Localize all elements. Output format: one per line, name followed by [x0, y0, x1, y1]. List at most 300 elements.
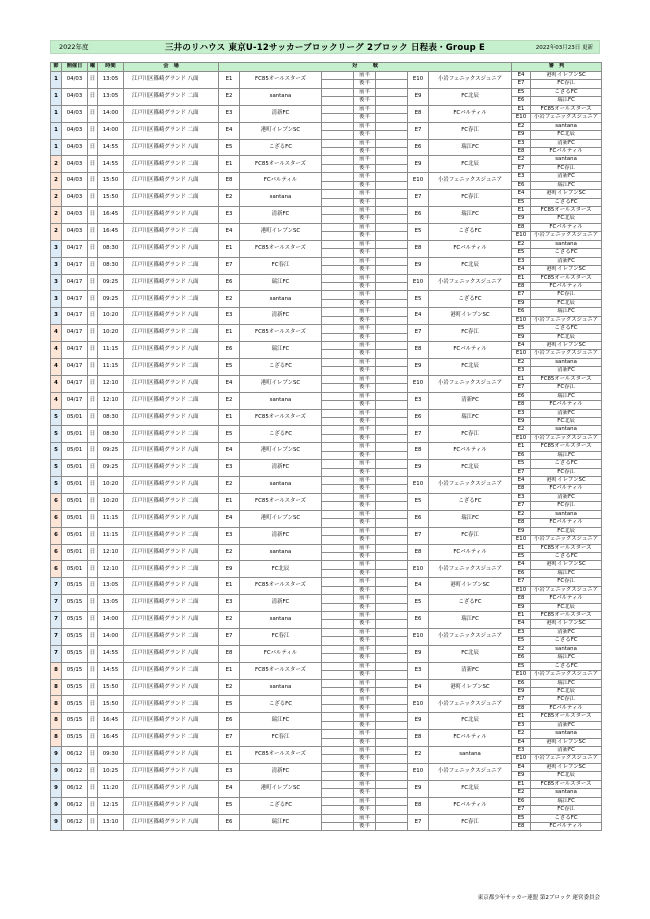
home-team-no: E4	[219, 510, 240, 527]
half-label-second: 後半	[354, 654, 376, 662]
match-day: 日	[88, 257, 98, 274]
half-label-second: 後半	[354, 114, 376, 122]
home-score-second-half	[322, 772, 354, 780]
home-score-second-half	[322, 114, 354, 122]
referee-1-no: E4	[512, 477, 531, 485]
half-label-second: 後半	[354, 198, 376, 206]
match-date: 04/17	[62, 375, 88, 392]
referee-2: 小岩フェニックスジュニア	[531, 434, 602, 442]
referee-2: FC春江	[531, 384, 602, 392]
section-number: 7	[51, 645, 62, 662]
home-score-first-half	[322, 342, 354, 350]
col-venue: 会 場	[124, 63, 219, 72]
referee-1: FC85オールスターズ	[531, 544, 602, 552]
match-date: 04/17	[62, 257, 88, 274]
section-number: 3	[51, 274, 62, 291]
away-score-second-half	[376, 536, 408, 544]
half-label-first: 前半	[354, 443, 376, 451]
away-team: santana	[429, 747, 512, 764]
section-number: 8	[51, 662, 62, 679]
table-row	[51, 443, 602, 451]
section-number: 9	[51, 797, 62, 814]
away-score-first-half	[376, 156, 408, 164]
half-label-first: 前半	[354, 308, 376, 316]
section-number: 6	[51, 527, 62, 544]
referee-2-no: E6	[512, 181, 531, 189]
match-date: 05/01	[62, 561, 88, 578]
away-team-no: E10	[408, 477, 429, 494]
referee-2: 港町イレブンSC	[531, 266, 602, 274]
section-number: 7	[51, 595, 62, 612]
home-team-no: E7	[219, 257, 240, 274]
away-score-second-half	[376, 569, 408, 577]
half-label-first: 前半	[354, 814, 376, 822]
match-time: 09:30	[98, 747, 124, 764]
away-team-no: E10	[408, 375, 429, 392]
table-row	[51, 645, 602, 653]
match-date: 04/03	[62, 190, 88, 207]
half-label-first: 前半	[354, 561, 376, 569]
referee-1-no: E3	[512, 493, 531, 501]
home-team-no: E2	[219, 477, 240, 494]
match-time: 11:15	[98, 358, 124, 375]
half-label-second: 後半	[354, 367, 376, 375]
home-score-second-half	[322, 299, 354, 307]
referee-2-no: E8	[512, 485, 531, 493]
home-score-second-half	[322, 519, 354, 527]
referee-2-no: E10	[512, 755, 531, 763]
referee-1: 清新FC	[531, 628, 602, 636]
referee-1: 清新FC	[531, 257, 602, 265]
home-score-second-half	[322, 215, 354, 223]
half-label-second: 後半	[354, 350, 376, 358]
away-team: 小岩フェニックスジュニア	[429, 173, 512, 190]
match-day: 日	[88, 595, 98, 612]
match-venue: 江戸川区篠崎グランド 八面	[124, 274, 219, 291]
referee-1-no: E6	[512, 679, 531, 687]
referee-2: 小岩フェニックスジュニア	[531, 671, 602, 679]
referee-1: 清新FC	[531, 747, 602, 755]
away-score-second-half	[376, 97, 408, 105]
referee-2-no: E6	[512, 451, 531, 459]
away-team: 小岩フェニックスジュニア	[429, 375, 512, 392]
home-score-second-half	[322, 282, 354, 290]
match-day: 日	[88, 122, 98, 139]
referee-1: FC85オールスターズ	[531, 713, 602, 721]
referee-1-no: E3	[512, 747, 531, 755]
section-number: 6	[51, 561, 62, 578]
half-label-first: 前半	[354, 342, 376, 350]
home-team: santana	[240, 88, 322, 105]
section-number: 1	[51, 122, 62, 139]
match-date: 05/01	[62, 527, 88, 544]
home-team: 瑞江FC	[240, 342, 322, 359]
match-day: 日	[88, 763, 98, 780]
home-score-first-half	[322, 156, 354, 164]
match-day: 日	[88, 730, 98, 747]
away-score-second-half	[376, 384, 408, 392]
match-day: 日	[88, 628, 98, 645]
match-day: 日	[88, 139, 98, 156]
away-team-no: E10	[408, 628, 429, 645]
match-time: 14:55	[98, 139, 124, 156]
away-team-no: E5	[408, 223, 429, 240]
away-score-first-half	[376, 342, 408, 350]
col-date: 開催日	[62, 63, 88, 72]
home-score-first-half	[322, 544, 354, 552]
away-team-no: E8	[408, 544, 429, 561]
referee-2: FC北辰	[531, 299, 602, 307]
home-score-second-half	[322, 181, 354, 189]
away-team-no: E7	[408, 190, 429, 207]
home-team: FC春江	[240, 257, 322, 274]
table-row	[51, 358, 602, 366]
referee-1: FCバルティル	[531, 223, 602, 231]
referee-2-no: E8	[512, 147, 531, 155]
away-score-second-half	[376, 417, 408, 425]
referee-2-no: E9	[512, 687, 531, 695]
referee-2: こざるFC	[531, 552, 602, 560]
match-date: 04/03	[62, 122, 88, 139]
home-score-first-half	[322, 122, 354, 130]
away-score-second-half	[376, 721, 408, 729]
match-day: 日	[88, 409, 98, 426]
half-label-first: 前半	[354, 325, 376, 333]
home-score-second-half	[322, 367, 354, 375]
referee-2: 小岩フェニックスジュニア	[531, 232, 602, 240]
referee-2: FC北辰	[531, 215, 602, 223]
referee-2: FCバルティル	[531, 519, 602, 527]
match-day: 日	[88, 814, 98, 831]
match-date: 04/03	[62, 223, 88, 240]
home-team-no: E4	[219, 443, 240, 460]
referee-2: FCバルティル	[531, 147, 602, 155]
away-team-no: E5	[408, 493, 429, 510]
section-number: 3	[51, 240, 62, 257]
section-number: 9	[51, 780, 62, 797]
away-score-first-half	[376, 308, 408, 316]
match-venue: 江戸川区篠崎グランド 八面	[124, 612, 219, 629]
away-score-first-half	[376, 240, 408, 248]
half-label-first: 前半	[354, 460, 376, 468]
table-row	[51, 240, 602, 248]
half-label-second: 後半	[354, 299, 376, 307]
half-label-first: 前半	[354, 409, 376, 417]
referee-1: 瑞江FC	[531, 392, 602, 400]
section-number: 4	[51, 375, 62, 392]
referee-1-no: E3	[512, 173, 531, 181]
referee-2-no: E7	[512, 164, 531, 172]
referee-1-no: E1	[512, 612, 531, 620]
referee-1: santana	[531, 156, 602, 164]
referee-2: 小岩フェニックスジュニア	[531, 755, 602, 763]
home-team-no: E4	[219, 375, 240, 392]
away-team: FC春江	[429, 814, 512, 831]
away-team: 小岩フェニックスジュニア	[429, 628, 512, 645]
half-label-first: 前半	[354, 207, 376, 215]
match-time: 16:45	[98, 207, 124, 224]
home-team-no: E2	[219, 291, 240, 308]
referee-2: FCバルティル	[531, 704, 602, 712]
away-team: FC北辰	[429, 645, 512, 662]
home-team-no: E9	[219, 561, 240, 578]
referee-1: こざるFC	[531, 460, 602, 468]
match-date: 04/17	[62, 325, 88, 342]
referee-1: 瑞江FC	[531, 308, 602, 316]
home-team: 清新FC	[240, 105, 322, 122]
half-label-second: 後半	[354, 789, 376, 797]
home-team: FC85オールスターズ	[240, 240, 322, 257]
home-team: 清新FC	[240, 308, 322, 325]
match-venue: 江戸川区篠崎グランド 二面	[124, 392, 219, 409]
home-score-first-half	[322, 797, 354, 805]
home-team-no: E1	[219, 240, 240, 257]
match-date: 05/01	[62, 493, 88, 510]
away-team: FC春江	[429, 527, 512, 544]
referee-1: santana	[531, 510, 602, 518]
referee-2-no: E8	[512, 822, 531, 830]
referee-2-no: E9	[512, 333, 531, 341]
referee-1: FC北辰	[531, 527, 602, 535]
table-row	[51, 105, 602, 113]
match-venue: 江戸川区篠崎グランド 二面	[124, 426, 219, 443]
match-venue: 江戸川区篠崎グランド 八面	[124, 763, 219, 780]
match-time: 13:05	[98, 88, 124, 105]
referee-2-no: E9	[512, 215, 531, 223]
referee-2: 清新FC	[531, 367, 602, 375]
away-score-first-half	[376, 696, 408, 704]
match-day: 日	[88, 105, 98, 122]
match-date: 05/15	[62, 612, 88, 629]
match-date: 04/17	[62, 392, 88, 409]
home-score-first-half	[322, 713, 354, 721]
match-time: 13:05	[98, 578, 124, 595]
away-score-second-half	[376, 80, 408, 88]
match-day: 日	[88, 713, 98, 730]
half-label-second: 後半	[354, 97, 376, 105]
section-number: 3	[51, 257, 62, 274]
away-score-first-half	[376, 527, 408, 535]
match-venue: 江戸川区篠崎グランド 二面	[124, 493, 219, 510]
home-score-second-half	[322, 164, 354, 172]
referee-1-no: E2	[512, 510, 531, 518]
match-day: 日	[88, 510, 98, 527]
away-team: 瑞江FC	[429, 207, 512, 224]
home-score-first-half	[322, 257, 354, 265]
away-score-first-half	[376, 510, 408, 518]
half-label-second: 後半	[354, 249, 376, 257]
half-label-second: 後半	[354, 822, 376, 830]
referee-2: こざるFC	[531, 637, 602, 645]
referee-1: FC85オールスターズ	[531, 443, 602, 451]
away-score-second-half	[376, 401, 408, 409]
away-score-first-half	[376, 747, 408, 755]
referee-1: FC春江	[531, 696, 602, 704]
home-team: FC春江	[240, 628, 322, 645]
match-time: 16:45	[98, 223, 124, 240]
home-score-first-half	[322, 223, 354, 231]
away-team: FC北辰	[429, 156, 512, 173]
away-team-no: E7	[408, 814, 429, 831]
away-score-second-half	[376, 249, 408, 257]
table-row	[51, 392, 602, 400]
section-number: 7	[51, 578, 62, 595]
title-bar	[50, 40, 600, 54]
home-score-second-half	[322, 80, 354, 88]
home-team: santana	[240, 190, 322, 207]
half-label-second: 後半	[354, 536, 376, 544]
home-team-no: E3	[219, 308, 240, 325]
referee-1-no: E2	[512, 358, 531, 366]
away-team-no: E7	[408, 527, 429, 544]
section-number: 1	[51, 88, 62, 105]
half-label-first: 前半	[354, 780, 376, 788]
half-label-second: 後半	[354, 704, 376, 712]
referee-2-no: E7	[512, 468, 531, 476]
table-row	[51, 628, 602, 636]
match-venue: 江戸川区篠崎グランド 八面	[124, 814, 219, 831]
away-score-second-half	[376, 147, 408, 155]
away-score-second-half	[376, 434, 408, 442]
match-time: 09:25	[98, 460, 124, 477]
referee-1-no: E3	[512, 628, 531, 636]
referee-2-no: E10	[512, 316, 531, 324]
home-team: 清新FC	[240, 207, 322, 224]
referee-1-no: E3	[512, 139, 531, 147]
referee-1: こざるFC	[531, 662, 602, 670]
away-score-second-half	[376, 603, 408, 611]
referee-2-no: E4	[512, 738, 531, 746]
away-score-first-half	[376, 274, 408, 282]
match-venue: 江戸川区篠崎グランド 八面	[124, 207, 219, 224]
away-score-second-half	[376, 704, 408, 712]
half-label-first: 前半	[354, 291, 376, 299]
home-team: 港町イレブンSC	[240, 122, 322, 139]
home-score-first-half	[322, 105, 354, 113]
home-score-second-half	[322, 603, 354, 611]
home-score-second-half	[322, 249, 354, 257]
match-day: 日	[88, 325, 98, 342]
away-score-first-half	[376, 443, 408, 451]
away-score-second-half	[376, 789, 408, 797]
half-label-second: 後半	[354, 569, 376, 577]
match-venue: 江戸川区篠崎グランド 二面	[124, 561, 219, 578]
half-label-first: 前半	[354, 612, 376, 620]
match-day: 日	[88, 561, 98, 578]
match-day: 日	[88, 696, 98, 713]
match-venue: 江戸川区篠崎グランド 二面	[124, 358, 219, 375]
home-team-no: E3	[219, 207, 240, 224]
match-time: 14:55	[98, 156, 124, 173]
match-time: 15:50	[98, 696, 124, 713]
away-score-second-half	[376, 266, 408, 274]
referee-2: 小岩フェニックスジュニア	[531, 536, 602, 544]
away-score-second-half	[376, 451, 408, 459]
referee-2-no: E9	[512, 131, 531, 139]
section-number: 6	[51, 510, 62, 527]
home-team: 清新FC	[240, 595, 322, 612]
match-venue: 江戸川区篠崎グランド 二面	[124, 595, 219, 612]
section-number: 2	[51, 173, 62, 190]
away-team: FC北辰	[429, 780, 512, 797]
referee-2: FCバルティル	[531, 485, 602, 493]
table-row	[51, 409, 602, 417]
home-score-second-half	[322, 266, 354, 274]
away-score-first-half	[376, 814, 408, 822]
away-score-first-half	[376, 122, 408, 130]
referee-1: santana	[531, 358, 602, 366]
match-venue: 江戸川区篠崎グランド 八面	[124, 409, 219, 426]
match-day: 日	[88, 274, 98, 291]
half-label-first: 前半	[354, 747, 376, 755]
section-number: 5	[51, 426, 62, 443]
half-label-second: 後半	[354, 755, 376, 763]
referee-1: santana	[531, 730, 602, 738]
table-row	[51, 679, 602, 687]
away-team: FC春江	[429, 426, 512, 443]
match-venue: 江戸川区篠崎グランド 八面	[124, 139, 219, 156]
match-venue: 江戸川区篠崎グランド 二面	[124, 325, 219, 342]
home-team: FC85オールスターズ	[240, 747, 322, 764]
match-venue: 江戸川区篠崎グランド 二面	[124, 291, 219, 308]
referee-2: 瑞江FC	[531, 181, 602, 189]
away-team: FCバルティル	[429, 240, 512, 257]
away-score-first-half	[376, 207, 408, 215]
away-team: 瑞江FC	[429, 510, 512, 527]
match-date: 05/15	[62, 696, 88, 713]
away-team: 瑞江FC	[429, 139, 512, 156]
match-time: 10:20	[98, 308, 124, 325]
referee-2: FC春江	[531, 806, 602, 814]
half-label-first: 前半	[354, 696, 376, 704]
home-score-first-half	[322, 780, 354, 788]
col-referee: 審 判	[512, 63, 602, 72]
half-label-first: 前半	[354, 730, 376, 738]
away-team: FCバルティル	[429, 443, 512, 460]
away-score-first-half	[376, 645, 408, 653]
away-score-second-half	[376, 654, 408, 662]
home-team-no: E8	[219, 173, 240, 190]
away-team-no: E6	[408, 612, 429, 629]
section-number: 5	[51, 443, 62, 460]
home-team-no: E2	[219, 544, 240, 561]
home-team: 清新FC	[240, 460, 322, 477]
away-team-no: E3	[408, 662, 429, 679]
referee-1-no: E5	[512, 662, 531, 670]
match-date: 04/03	[62, 156, 88, 173]
section-number: 1	[51, 139, 62, 156]
section-number: 5	[51, 409, 62, 426]
half-label-first: 前半	[354, 763, 376, 771]
referee-1: 港町イレブンSC	[531, 763, 602, 771]
home-team: 港町イレブンSC	[240, 375, 322, 392]
referee-2-no: E5	[512, 249, 531, 257]
away-score-first-half	[376, 358, 408, 366]
match-time: 11:20	[98, 780, 124, 797]
section-number: 3	[51, 291, 62, 308]
referee-1: FC85オールスターズ	[531, 105, 602, 113]
home-team: こざるFC	[240, 696, 322, 713]
half-label-first: 前半	[354, 156, 376, 164]
home-score-first-half	[322, 628, 354, 636]
match-day: 日	[88, 527, 98, 544]
home-team: FC北辰	[240, 561, 322, 578]
match-date: 04/03	[62, 72, 88, 89]
home-score-first-half	[322, 763, 354, 771]
away-score-first-half	[376, 561, 408, 569]
away-score-second-half	[376, 164, 408, 172]
home-team-no: E5	[219, 358, 240, 375]
